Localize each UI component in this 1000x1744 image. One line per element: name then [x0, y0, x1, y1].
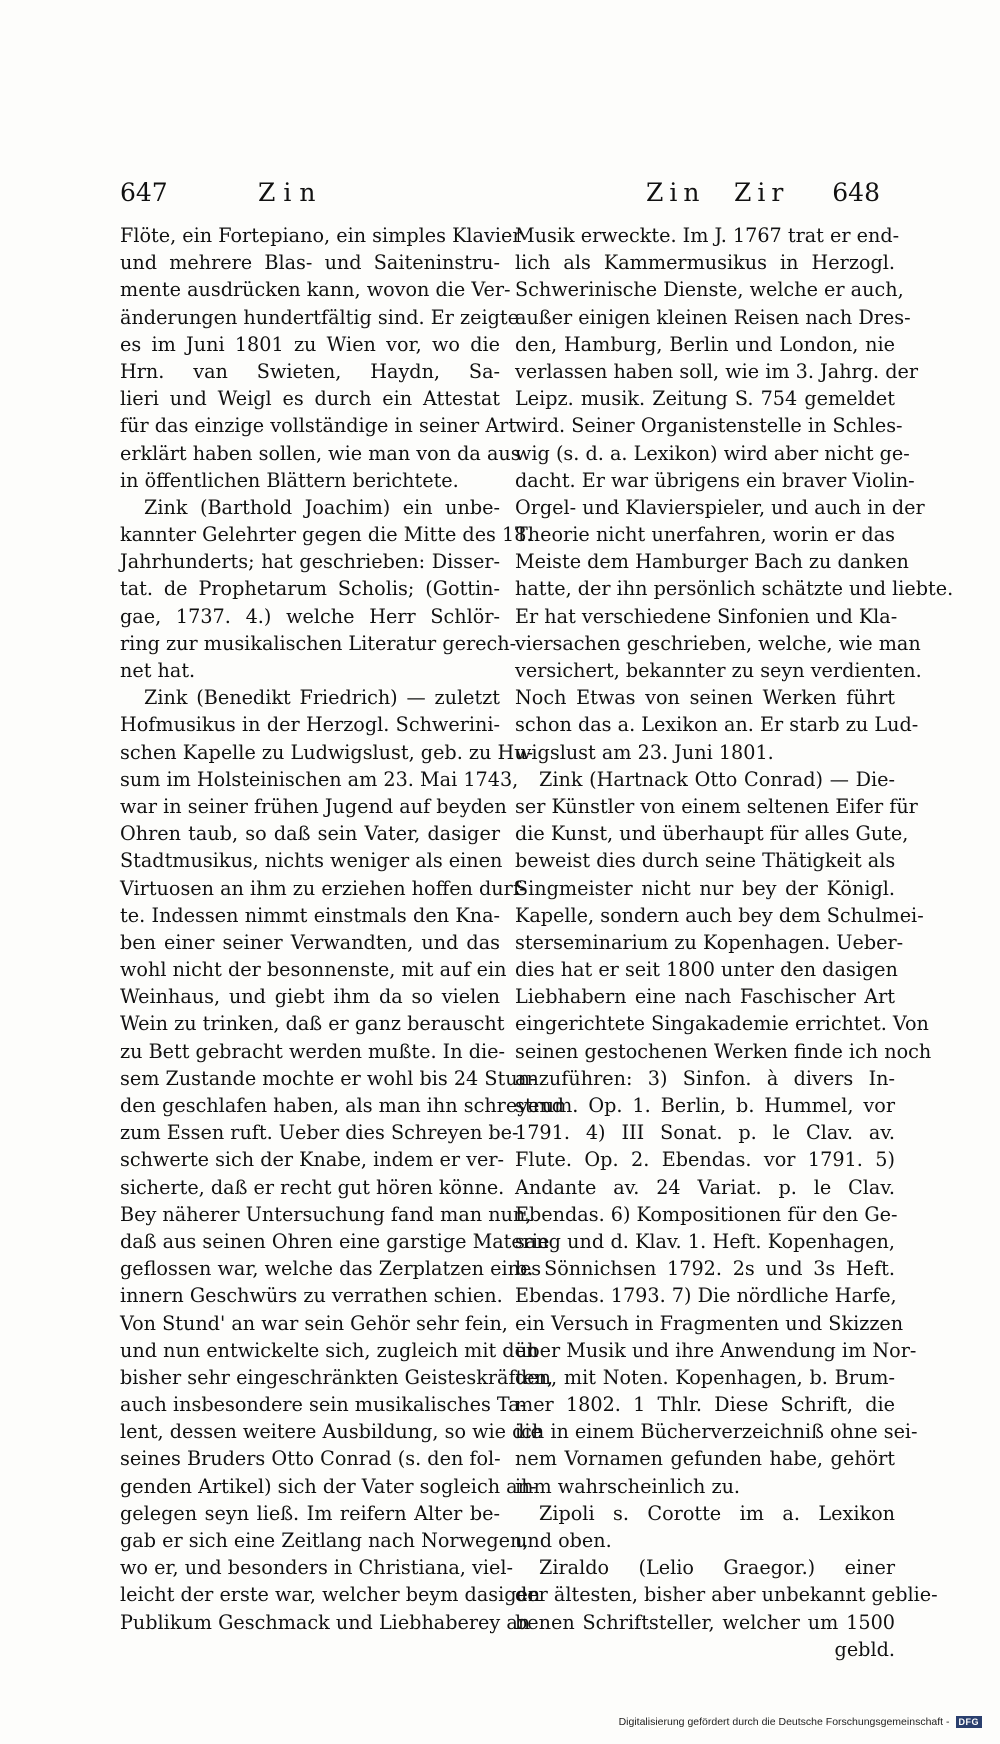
text-line: gae, 1737. 4.) welche Herr Schlör-: [120, 604, 500, 628]
text-line: Wein zu trinken, daß er ganz berauscht: [120, 1012, 505, 1036]
text-line: Flute. Op. 2. Ebendas. vor 1791. 5): [515, 1148, 895, 1172]
text-line: Stadtmusikus, nichts weniger als einen: [120, 849, 503, 873]
text-line: zu Bett gebracht werden mußte. In die-: [120, 1039, 505, 1063]
text-line: zum Essen ruft. Ueber dies Schreyen be-: [120, 1121, 519, 1145]
text-line: kannter Gelehrter gegen die Mitte des 18.: [120, 523, 533, 547]
text-line: lent, dessen weitere Ausbildung, so wie die: [120, 1420, 542, 1444]
text-line: versichert, bekannter zu seyn verdienten.: [515, 659, 922, 682]
text-line: Zipoli s. Corotte im a. Lexikon: [539, 1501, 895, 1525]
text-line: Theorie nicht unerfahren, worin er das: [515, 523, 895, 547]
text-line: ring zur musikalischen Literatur gerech-: [120, 631, 517, 655]
text-line: Schwerinische Dienste, welche er auch,: [515, 278, 904, 302]
text-line: war in seiner frühen Jugend auf beyden: [120, 794, 507, 818]
text-line: hatte, der ihn persönlich schätzte und liebte.: [515, 577, 954, 601]
text-line: Meiste dem Hamburger Bach zu danken: [515, 550, 909, 574]
text-line: net hat.: [120, 659, 196, 682]
text-line: Hrn. van Swieten, Haydn, Sa-: [120, 359, 500, 383]
text-line: schwerte sich der Knabe, indem er ver-: [120, 1148, 505, 1172]
text-line: sterseminarium zu Kopenhagen. Ueber-: [515, 930, 904, 954]
text-line: anzuführen: 3) Sinfon. à divers In-: [515, 1066, 895, 1090]
text-line: Flöte, ein Fortepiano, ein simples Klavier: [120, 224, 522, 247]
left-page-number: 647: [120, 178, 168, 207]
left-headword: Zin: [258, 178, 324, 207]
text-line: verlassen haben soll, wie im 3. Jahrg. der: [515, 359, 919, 383]
text-line: der ältesten, bisher aber unbekannt geblie-: [515, 1583, 938, 1607]
text-line: wig (s. d. a. Lexikon) wird aber nicht ge-: [515, 441, 910, 465]
text-line: ihm wahrscheinlich zu.: [515, 1474, 741, 1498]
text-line: eingerichtete Singakademie errichtet. Von: [515, 1012, 929, 1036]
text-line: sem Zustande mochte er wohl bis 24 Stun-: [120, 1066, 537, 1090]
text-line: Zink (Hartnack Otto Conrad) — Die-: [539, 767, 895, 791]
text-line: außer einigen kleinen Reisen nach Dres-: [515, 305, 911, 329]
right-headword-2: Zir: [734, 178, 790, 207]
text-line: seines Bruders Otto Conrad (s. den fol-: [120, 1447, 501, 1471]
text-line: es im Juni 1801 zu Wien vor, wo die: [120, 332, 500, 356]
text-line: nem Vornamen gefunden habe, gehört: [515, 1447, 895, 1471]
text-line: mente ausdrücken kann, wovon die Ver-: [120, 278, 511, 302]
text-line: Publikum Geschmack und Liebhaberey an: [120, 1610, 531, 1634]
text-line: auch insbesondere sein musikalisches Ta-: [120, 1393, 527, 1417]
right-page-number: 648: [832, 178, 880, 207]
text-line: Ziraldo (Lelio Graegor.) einer: [539, 1556, 895, 1580]
text-line: leicht der erste war, welcher beym dasigen: [120, 1583, 541, 1607]
running-header: [120, 178, 880, 214]
footer-credit-text: Digitalisierung gefördert durch die Deutsche Forschungsgemeinschaft -: [618, 1716, 950, 1728]
text-line: ich in einem Bücherverzeichniß ohne sei-: [515, 1420, 918, 1444]
text-line: änderungen hundertfältig sind. Er zeigte: [120, 305, 519, 329]
text-line: schon das a. Lexikon an. Er starb zu Lud-: [515, 713, 919, 737]
text-line: mer 1802. 1 Thlr. Diese Schrift, die: [515, 1393, 895, 1417]
text-line: Virtuosen an ihm zu erziehen hoffen durf-: [120, 876, 526, 900]
text-line: gelegen seyn ließ. Im reifern Alter be-: [120, 1501, 500, 1525]
text-line: strum. Op. 1. Berlin, b. Hummel, vor: [515, 1094, 895, 1117]
text-line: in öffentlichen Blättern berichtete.: [120, 468, 459, 492]
text-line: seinen gestochenen Werken finde ich noch: [515, 1039, 932, 1063]
text-line: ben einer seiner Verwandten, und das: [120, 930, 500, 954]
text-line: benen Schriftsteller, welcher um 1500: [515, 1610, 895, 1634]
text-line: Ebendas. 1793. 7) Die nördliche Harfe,: [515, 1284, 897, 1308]
text-line: dies hat er seit 1800 unter den dasigen: [515, 958, 898, 982]
text-line: Ohren taub, so daß sein Vater, dasiger: [120, 822, 500, 846]
text-line: 1791. 4) III Sonat. p. le Clav. av.: [515, 1121, 895, 1145]
text-line: Ebendas. 6) Kompositionen für den Ge-: [515, 1202, 898, 1226]
text-line: für das einzige vollständige in seiner Art: [120, 414, 517, 438]
text-line: te. Indessen nimmt einstmals den Kna-: [120, 903, 500, 927]
text-line: ein Versuch in Fragmenten und Skizzen: [515, 1311, 904, 1335]
text-line: Singmeister nicht nur bey der Königl.: [515, 876, 895, 900]
text-line: den, mit Noten. Kopenhagen, b. Brum-: [515, 1365, 895, 1389]
text-line: dacht. Er war übrigens ein braver Violin-: [515, 468, 915, 492]
text-line: schen Kapelle zu Ludwigslust, geb. zu Hu-: [120, 740, 534, 764]
text-line: viersachen geschrieben, welche, wie man: [515, 631, 921, 655]
text-line: lich als Kammermusikus in Herzogl.: [515, 251, 895, 275]
text-line: sang und d. Klav. 1. Heft. Kopenhagen,: [515, 1229, 895, 1253]
text-line: b. Sönnichsen 1792. 2s und 3s Heft.: [515, 1257, 895, 1281]
text-line: Andante av. 24 Variat. p. le Clav.: [515, 1175, 895, 1199]
digitization-footer: [619, 1716, 982, 1728]
text-line: daß aus seinen Ohren eine garstige Materie: [120, 1229, 550, 1253]
right-headword-1: Zin: [646, 178, 706, 207]
text-line: Zink (Benedikt Friedrich) — zuletzt: [144, 686, 500, 710]
text-line: die Kunst, und überhaupt für alles Gute,: [515, 822, 909, 846]
text-line: Liebhabern eine nach Faschischer Art: [515, 985, 895, 1009]
text-line: Hofmusikus in der Herzogl. Schwerini-: [120, 713, 500, 737]
text-line: Orgel- und Klavierspieler, und auch in der: [515, 495, 925, 519]
text-line: lieri und Weigl es durch ein Attestat: [120, 387, 500, 411]
text-line: Jahrhunderts; hat geschrieben: Disser-: [120, 550, 500, 574]
text-line: Musik erweckte. Im J. 1767 trat er end-: [515, 224, 900, 247]
text-line: Leipz. musik. Zeitung S. 754 gemeldet: [515, 387, 895, 411]
text-line: Zink (Barthold Joachim) ein unbe-: [144, 495, 500, 519]
text-line: über Musik und ihre Anwendung im Nor-: [515, 1338, 917, 1362]
text-line: sum im Holsteinischen am 23. Mai 1743,: [120, 767, 519, 791]
text-line: Von Stund' an war sein Gehör sehr fein,: [120, 1311, 508, 1335]
text-line: wohl nicht der besonnenste, mit auf ein: [120, 958, 507, 982]
text-line: sicherte, daß er recht gut hören könne.: [120, 1175, 505, 1199]
text-line: genden Artikel) sich der Vater sogleich an-: [120, 1474, 537, 1498]
text-line: Bey näherer Untersuchung fand man nun,: [120, 1202, 532, 1226]
text-line: wird. Seiner Organistenstelle in Schles-: [515, 414, 903, 438]
text-line: Weinhaus, und giebt ihm da so vielen: [120, 985, 500, 1009]
text-line: ser Künstler von einem seltenen Eifer für: [515, 794, 918, 818]
text-line: Kapelle, sondern auch bey dem Schulmei-: [515, 903, 924, 927]
text-line: gab er sich eine Zeitlang nach Norwegen,: [120, 1529, 529, 1552]
text-line: den, Hamburg, Berlin und London, nie: [515, 332, 895, 356]
text-line: Er hat verschiedene Sinfonien und Kla-: [515, 604, 898, 628]
text-line: wo er, und besonders in Christiana, viel-: [120, 1556, 513, 1580]
text-line: innern Geschwürs zu verrathen schien.: [120, 1284, 503, 1308]
text-line: und nun entwickelte sich, zugleich mit den: [120, 1338, 539, 1362]
text-line: beweist dies durch seine Thätigkeit als: [515, 849, 896, 873]
text-line: geflossen war, welche das Zerplatzen eines: [120, 1257, 542, 1281]
text-line: gebld.: [834, 1637, 895, 1661]
dfg-logo-icon: DFG: [956, 1716, 983, 1728]
text-line: und mehrere Blas- und Saiteninstru-: [120, 251, 500, 275]
text-line: Noch Etwas von seinen Werken führt: [515, 686, 895, 710]
text-line: erklärt haben sollen, wie man von da aus: [120, 441, 521, 465]
text-line: und oben.: [515, 1529, 612, 1552]
text-line: den geschlafen haben, als man ihn schreyend: [120, 1094, 565, 1117]
right-text-column: [515, 222, 954, 1663]
text-line: wigslust am 23. Juni 1801.: [515, 740, 774, 764]
text-line: bisher sehr eingeschränkten Geisteskräften,: [120, 1365, 554, 1389]
text-line: tat. de Prophetarum Scholis; (Gottin-: [120, 577, 500, 601]
